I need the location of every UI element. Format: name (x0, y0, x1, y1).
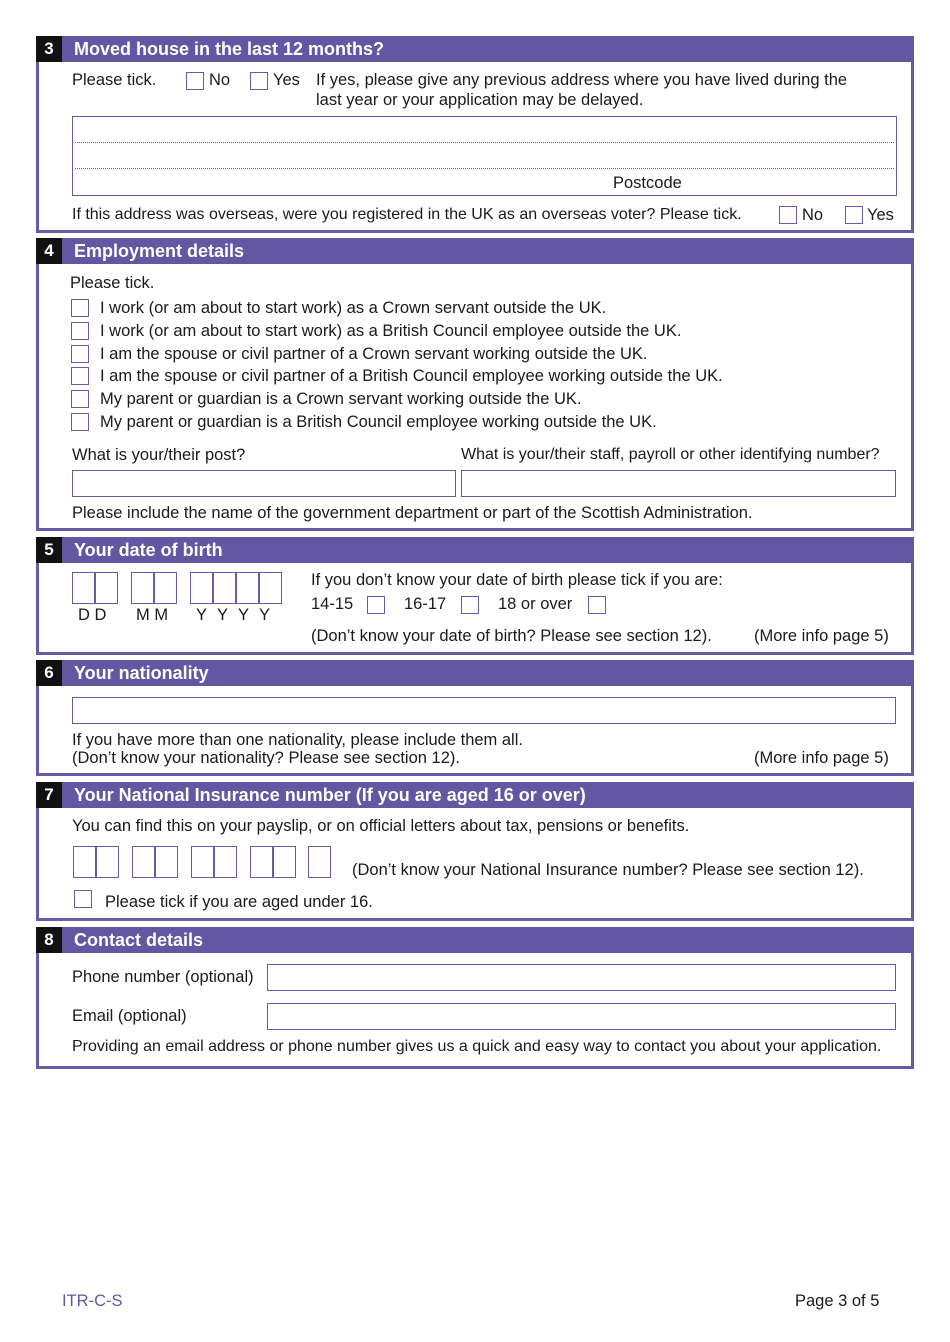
under-16-checkbox[interactable] (74, 890, 92, 908)
ni-digit-box[interactable] (214, 846, 237, 878)
age-16-17-label: 16-17 (404, 595, 447, 613)
dob-digit-box[interactable] (236, 572, 259, 604)
contact-note: Providing an email address or phone number gives us a quick and easy way to contact you about your application. (72, 1038, 882, 1055)
employment-option-label: My parent or guardian is a British Council employee working outside the UK. (100, 413, 657, 431)
employment-option-checkbox[interactable] (71, 299, 89, 317)
section-title: Moved house in the last 12 months? (74, 39, 385, 59)
dob-year-hint: Y Y Y Y (196, 606, 270, 624)
section-number: 4 (36, 238, 62, 264)
section-number: 3 (36, 36, 62, 62)
postcode-label: Postcode (613, 174, 682, 192)
department-note: Please include the name of the government department or part of the Scottish Administration. (72, 504, 753, 522)
post-input[interactable] (72, 470, 456, 497)
section-title: Your nationality (74, 663, 209, 683)
section-7-header (36, 782, 914, 808)
ni-digit-box[interactable] (155, 846, 178, 878)
moved-no-label: No (209, 71, 231, 89)
nationality-input[interactable] (72, 697, 896, 724)
ni-section12-note: (Don’t know your National Insurance number? Please see section 12). (352, 861, 864, 879)
age-18-over-label: 18 or over (498, 595, 573, 613)
phone-input[interactable] (267, 964, 896, 991)
form-code: ITR-C-S (62, 1292, 123, 1310)
employment-option-label: I work (or am about to start work) as a British Council employee outside the UK. (100, 322, 682, 340)
post-label: What is your/their post? (72, 446, 246, 464)
dob-section12-note: (Don’t know your date of birth? Please see section 12). (311, 627, 712, 645)
unknown-dob-question: If you don’t know your date of birth please tick if you are: (311, 571, 723, 589)
age-14-15-label: 14-15 (311, 595, 354, 613)
dob-day-hint: D D (78, 606, 107, 624)
email-input[interactable] (267, 1003, 896, 1030)
under-16-label: Please tick if you are aged under 16. (105, 893, 373, 911)
section-number: 6 (36, 660, 62, 686)
age-14-15-checkbox[interactable] (367, 596, 385, 614)
section-title: Your National Insurance number (If you are aged 16 or over) (74, 785, 586, 805)
dob-month-hint: M M (136, 606, 169, 624)
address-line-divider (75, 168, 894, 169)
ni-digit-box[interactable] (308, 846, 331, 878)
previous-address-note-line2: last year or your application may be delayed. (316, 91, 644, 109)
previous-address-note-line1: If yes, please give any previous address where you have lived during the (316, 71, 848, 89)
section-title: Contact details (74, 930, 204, 950)
ni-digit-box[interactable] (73, 846, 96, 878)
age-18-over-checkbox[interactable] (588, 596, 606, 614)
overseas-no-checkbox[interactable] (779, 206, 797, 224)
employment-option-checkbox[interactable] (71, 390, 89, 408)
more-info-link: (More info page 5) (754, 749, 889, 767)
moved-yes-label: Yes (273, 71, 300, 89)
phone-label: Phone number (optional) (72, 968, 254, 986)
moved-yes-checkbox[interactable] (250, 72, 268, 90)
dob-digit-box[interactable] (131, 572, 154, 604)
dob-digit-box[interactable] (213, 572, 236, 604)
page-number: Page 3 of 5 (795, 1292, 880, 1310)
ni-digit-box[interactable] (132, 846, 155, 878)
staff-number-label: What is your/their staff, payroll or other identifying number? (461, 446, 880, 463)
previous-address-field[interactable] (72, 116, 897, 196)
employment-option-label: I am the spouse or civil partner of a British Council employee working outside the UK. (100, 367, 723, 385)
overseas-no-label: No (802, 206, 824, 224)
staff-number-input[interactable] (461, 470, 896, 497)
section-3-header (36, 36, 914, 62)
ni-digit-box[interactable] (273, 846, 296, 878)
address-line-divider (75, 142, 894, 143)
employment-option-checkbox[interactable] (71, 345, 89, 363)
please-tick-label: Please tick. (72, 71, 157, 89)
section-number: 5 (36, 537, 62, 563)
moved-no-checkbox[interactable] (186, 72, 204, 90)
section-5-header (36, 537, 914, 563)
ni-digit-box[interactable] (191, 846, 214, 878)
please-tick-label: Please tick. (70, 274, 155, 292)
overseas-voter-question: If this address was overseas, were you registered in the UK as an overseas voter? Please tick. (72, 206, 742, 223)
age-16-17-checkbox[interactable] (461, 596, 479, 614)
dob-digit-box[interactable] (259, 572, 282, 604)
employment-option-checkbox[interactable] (71, 367, 89, 385)
email-label: Email (optional) (72, 1007, 187, 1025)
section-title: Your date of birth (74, 540, 223, 560)
section-4-header (36, 238, 914, 264)
ni-digit-box[interactable] (96, 846, 119, 878)
ni-digit-box[interactable] (250, 846, 273, 878)
nationality-section12-note: (Don’t know your nationality? Please see section 12). (72, 749, 460, 767)
nationality-note: If you have more than one nationality, please include them all. (72, 731, 523, 749)
employment-option-label: I work (or am about to start work) as a Crown servant outside the UK. (100, 299, 607, 317)
dob-digit-box[interactable] (95, 572, 118, 604)
section-number: 8 (36, 927, 62, 953)
employment-option-checkbox[interactable] (71, 413, 89, 431)
overseas-yes-label: Yes (867, 206, 894, 224)
section-8-header (36, 927, 914, 953)
overseas-yes-checkbox[interactable] (845, 206, 863, 224)
more-info-link: (More info page 5) (754, 627, 889, 645)
dob-digit-box[interactable] (154, 572, 177, 604)
section-6-header (36, 660, 914, 686)
employment-option-label: I am the spouse or civil partner of a Crown servant working outside the UK. (100, 345, 648, 363)
section-number: 7 (36, 782, 62, 808)
employment-option-label: My parent or guardian is a Crown servant working outside the UK. (100, 390, 582, 408)
section-title: Employment details (74, 241, 245, 261)
ni-find-note: You can find this on your payslip, or on official letters about tax, pensions or benefits. (72, 817, 690, 835)
dob-digit-box[interactable] (190, 572, 213, 604)
employment-option-checkbox[interactable] (71, 322, 89, 340)
dob-digit-box[interactable] (72, 572, 95, 604)
